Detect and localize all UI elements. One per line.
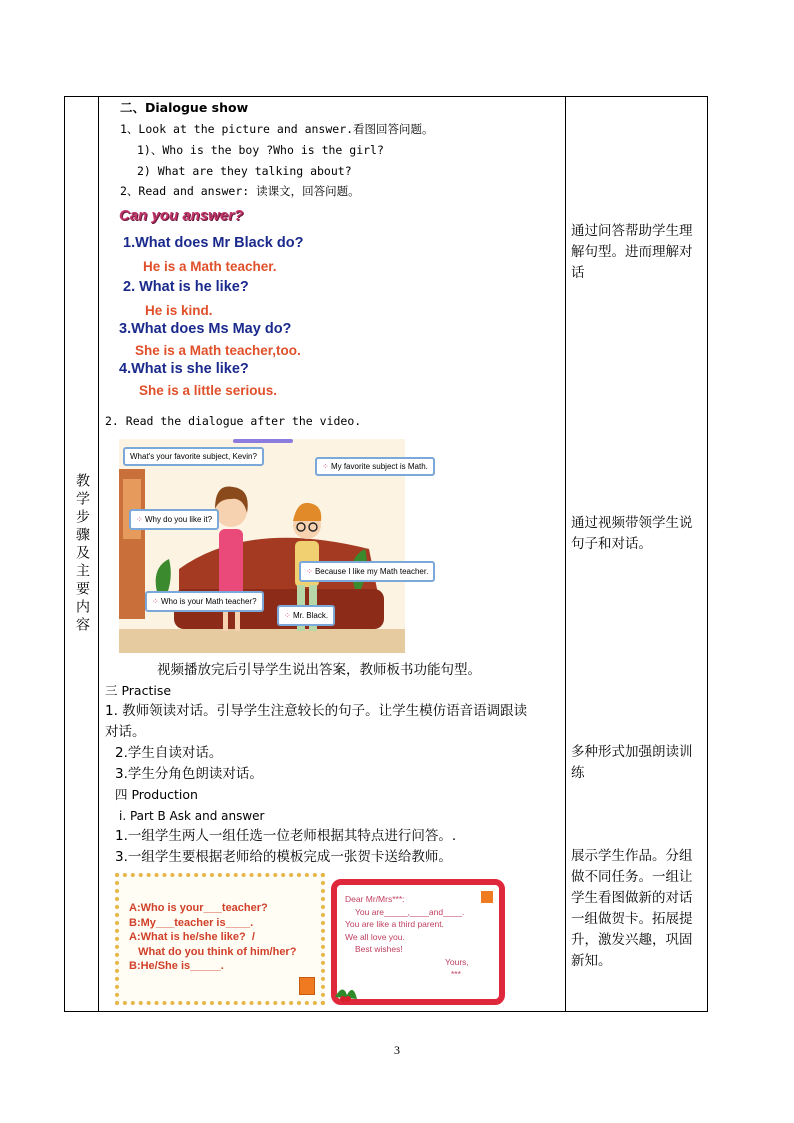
production-item3: 3.一组学生要根据老师给的模板完成一张贺卡送给教师。 xyxy=(115,849,452,865)
side-label: 教学步骤及主要内容 xyxy=(74,473,90,635)
card-template-right xyxy=(331,879,505,1005)
card-left-line2: B:My___teacher is____. xyxy=(129,916,254,929)
quiz-q4: 4.What is she like? xyxy=(119,361,249,377)
card-right-line3: You are like a third parent. xyxy=(345,919,444,929)
quiz-q1: 1.What does Mr Black do? xyxy=(123,235,304,251)
bubble-mr-black: ⁘ Mr. Black. xyxy=(277,605,335,626)
card-right-line2: You are_____,____and____. xyxy=(355,906,465,917)
quiz-title: Can you answer? xyxy=(119,207,244,224)
note-reading: 多种形式加强朗读训练 xyxy=(571,744,693,781)
lesson-table xyxy=(64,96,708,1012)
section2-item1: 1、Look at the picture and answer.看图回答问题。 xyxy=(120,122,434,136)
card-template-left xyxy=(115,873,325,1005)
quiz-a4: She is a little serious. xyxy=(139,383,278,398)
card-right-line4: We all love you. xyxy=(345,931,405,942)
column-divider-right xyxy=(565,97,566,1011)
bubble-text-3: Why do you like it? xyxy=(144,515,213,524)
section2-question2: 2) What are they talking about? xyxy=(137,164,352,178)
after-video-note: 视频播放完后引导学生说出答案，教师板书功能句型。 xyxy=(157,662,481,678)
card-left-line3: A:What is he/she like? / xyxy=(129,931,255,943)
practise-item3: 3.学生分角色朗读对话。 xyxy=(115,766,263,782)
bubble-favorite-subject-question xyxy=(123,447,264,466)
bubble-text-2: My favorite subject is Math. xyxy=(330,462,428,471)
practise-item1-cont: 对话。 xyxy=(105,724,146,740)
quiz-a3: She is a Math teacher,too. xyxy=(135,343,301,358)
bubble-text-1: What's your favorite subject, Kevin? xyxy=(130,452,257,461)
read-video-line: 2. Read the dialogue after the video. xyxy=(105,414,362,428)
bubble-because: ⁘ Because I like my Math teacher. xyxy=(299,561,435,582)
note-question-answer: 通过问答帮助学生理解句型。进而理解对话 xyxy=(571,223,693,281)
card-right-line5: Best wishes! xyxy=(355,944,403,954)
note-production: 展示学生作品。分组做不同任务。一组让学生看图做新的对话一组做贺卡。拓展提升，激发兴趣，巩固新知。 xyxy=(571,848,693,969)
card-left-line4: What do you think of him/her? xyxy=(129,945,297,958)
bubble-text-4: Because I like my Math teacher. xyxy=(314,567,429,576)
card-right-line6: Yours, xyxy=(445,956,469,967)
quiz-image xyxy=(113,205,373,405)
page-number: 3 xyxy=(394,1043,400,1057)
practise-heading: 三 Practise xyxy=(105,683,172,698)
card-left-line1: A:Who is your___teacher? xyxy=(129,902,268,914)
bubble-text-6: Mr. Black. xyxy=(292,611,329,620)
card-right-line7: *** xyxy=(451,969,461,979)
card-left-line5: B:He/She is_____. xyxy=(129,960,224,972)
production-sub: i. Part B Ask and answer xyxy=(119,809,265,823)
quiz-a1: He is a Math teacher. xyxy=(143,259,277,274)
bubble-why-like: ⁘ Why do you like it? xyxy=(129,509,219,530)
orange-square-icon xyxy=(299,977,315,995)
production-item1: 1.一组学生两人一组任选一位老师根据其特点进行问答。. xyxy=(115,828,457,844)
orange-square-icon xyxy=(481,891,493,903)
note-video: 通过视频带领学生说句子和对话。 xyxy=(571,515,693,552)
practise-item2: 2.学生自读对话。 xyxy=(115,745,223,761)
section2-item2: 2、Read and answer: 读课文，回答问题。 xyxy=(120,184,360,198)
bubble-text-5: Who is your Math teacher? xyxy=(160,597,257,606)
card-right-line1: Dear Mr/Mrs***: xyxy=(345,894,405,904)
quiz-a2: He is kind. xyxy=(145,303,213,318)
bubble-favorite-subject-answer: ⁘ My favorite subject is Math. xyxy=(315,457,435,476)
section2-question1: 1)、Who is the boy ?Who is the girl? xyxy=(137,143,384,157)
holly-icon xyxy=(333,985,359,1003)
quiz-q3: 3.What does Ms May do? xyxy=(119,321,292,337)
practise-item1: 1. 教师领读对话。引导学生注意较长的句子。让学生模仿语音语调跟读 xyxy=(105,703,528,719)
production-heading: 四 Production xyxy=(115,787,198,802)
side-label-cell xyxy=(65,97,99,1011)
dialogue-illustration xyxy=(119,439,429,653)
section2-heading: 二、Dialogue show xyxy=(120,100,249,115)
quiz-q2: 2. What is he like? xyxy=(123,279,249,295)
bubble-who-teacher: ⁘ Who is your Math teacher? xyxy=(145,591,264,612)
